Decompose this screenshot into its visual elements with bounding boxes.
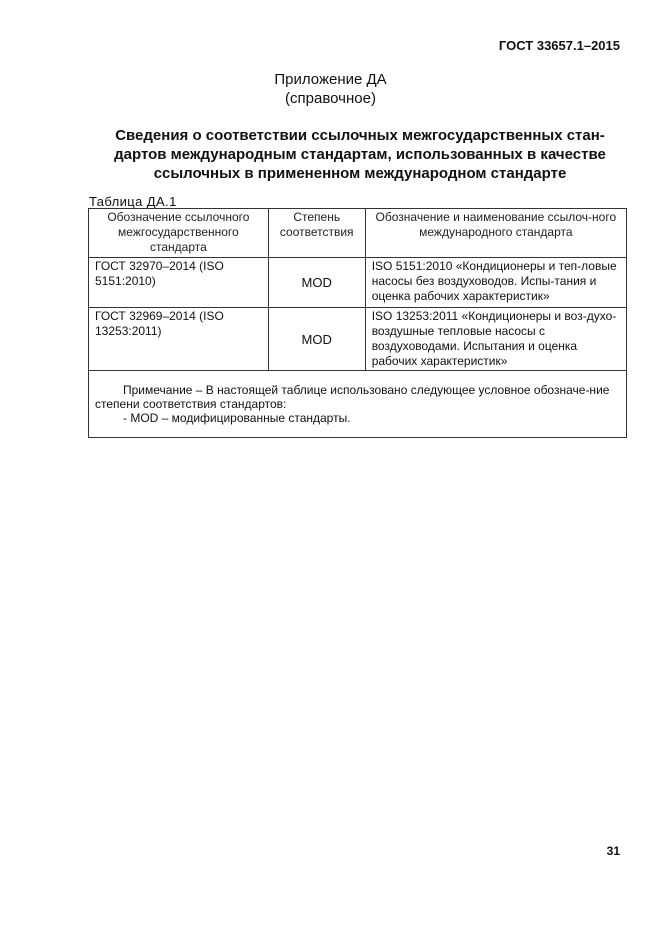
appendix-subtitle: (справочное) (285, 90, 376, 107)
correspondence-table (88, 208, 627, 438)
table-caption: Таблица ДА.1 (89, 194, 177, 209)
heading-line-3: ссылочных в примененном международном стандарте (153, 165, 567, 182)
heading-line-2: дартов международным стандартам, использованных в качестве (114, 146, 606, 163)
column-header-international: Обозначение и наименование ссылоч-ного международного стандарта (365, 209, 626, 258)
cell-international: ISO 13253:2011 «Кондиционеры и воз-духо-воздушные тепловые насосы с воздуховодами. Испытания и оценка рабочих характеристик» (365, 308, 626, 371)
cell-degree: MOD (268, 258, 365, 308)
table-header-row (89, 209, 627, 258)
table-note-row (89, 371, 627, 438)
cell-designation: ГОСТ 32970–2014 (ISO 5151:2010) (89, 258, 269, 308)
column-header-degree: Степень соответствия (268, 209, 365, 258)
page-number: 31 (606, 844, 620, 858)
table-row (89, 308, 627, 371)
heading-line-1: Сведения о соответствии ссылочных межгосударственных стан- (115, 127, 605, 144)
column-header-designation: Обозначение ссылочного межгосударственного стандарта (89, 209, 269, 258)
table-note (89, 371, 627, 438)
note-item: - MOD – модифицированные стандарты. (123, 411, 351, 425)
appendix-title: Приложение ДА (274, 71, 387, 88)
table-row (89, 258, 627, 308)
standard-designation: ГОСТ 33657.1–2015 (498, 38, 620, 53)
cell-degree: MOD (268, 308, 365, 371)
cell-designation: ГОСТ 32969–2014 (ISO 13253:2011) (89, 308, 269, 371)
note-text: Примечание – В настоящей таблице использовано следующее условное обозначе-ние степени соответствия стандартов: (95, 383, 610, 411)
section-heading (95, 126, 625, 183)
cell-international: ISO 5151:2010 «Кондиционеры и теп-ловые насосы без воздуховодов. Испы-тания и оценка рабочих характеристик» (365, 258, 626, 308)
